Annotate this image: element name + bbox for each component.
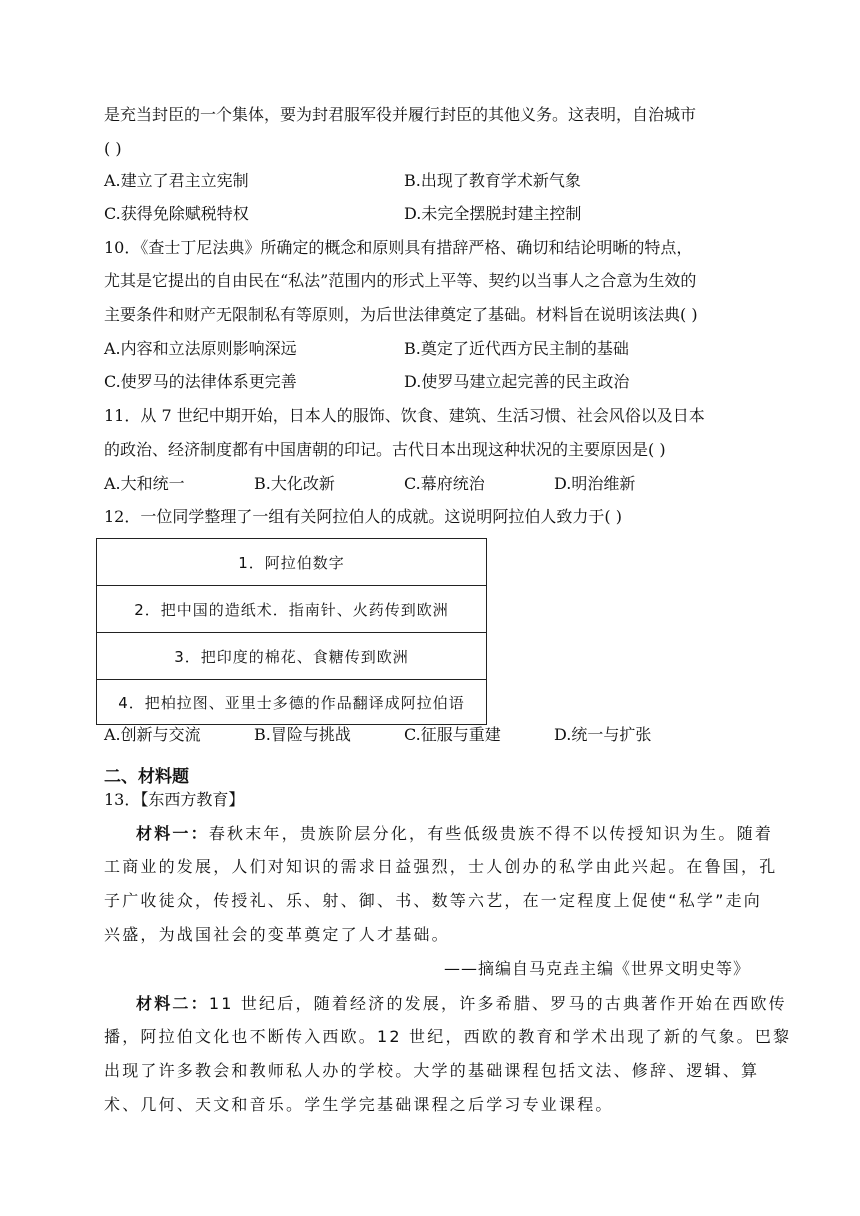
table-row bbox=[97, 633, 486, 680]
material-two-line1 bbox=[136, 994, 787, 1014]
q11-stem-line2: 的政治、经济制度都有中国唐朝的印记。古代日本出现这种状况的主要原因是( ) bbox=[104, 440, 666, 459]
q12-option-c: C.征服与重建 bbox=[404, 725, 501, 744]
material-two-text: 11 世纪后，随着经济的发展，许多希腊、罗马的古典著作开始在西欧传 bbox=[208, 994, 787, 1013]
material-two-label: 材料二： bbox=[136, 994, 209, 1013]
material-two-line2: 播，阿拉伯文化也不断传入西欧。12 世纪，西欧的教育和学术出现了新的气象。巴黎 bbox=[104, 1027, 792, 1046]
table-cell: 4．把柏拉图、亚里士多德的作品翻译成阿拉伯语 bbox=[118, 693, 465, 712]
q9-stem-line1: 是充当封臣的一个集体，要为封君服军役并履行封臣的其他义务。这表明，自治城市 bbox=[104, 105, 697, 124]
q11-option-c: C.幕府统治 bbox=[404, 474, 485, 493]
table-cell: 3．把印度的棉花、食糖传到欧洲 bbox=[174, 647, 409, 666]
q13-title: 13．【东西方教育】 bbox=[104, 790, 245, 809]
table-cell: 1．阿拉伯数字 bbox=[238, 553, 345, 572]
q10-stem-line1: 10．《查士丁尼法典》所确定的概念和原则具有措辞严格、确切和结论明晰的特点， bbox=[104, 238, 693, 257]
material-one-source: ——摘编自马克垚主编《世界文明史等》 bbox=[444, 959, 751, 978]
table-row bbox=[97, 680, 486, 724]
material-one-line4: 兴盛，为战国社会的变革奠定了人才基础。 bbox=[104, 925, 450, 944]
material-one-text: 春秋末年，贵族阶层分化，有些低级贵族不得不以传授知识为生。随着 bbox=[208, 824, 774, 843]
q9-stem-line2: ( ) bbox=[104, 139, 122, 158]
q10-option-a: A.内容和立法原则影响深远 bbox=[104, 339, 297, 358]
table-row bbox=[97, 586, 486, 633]
q11-stem-line1: 11．从 7 世纪中期开始，日本人的服饰、饮食、建筑、生活习惯、社会风俗以及日本 bbox=[104, 406, 705, 425]
q10-option-b: B.奠定了近代西方民主制的基础 bbox=[404, 339, 629, 358]
q10-stem-line3: 主要条件和财产无限制私有等原则，为后世法律奠定了基础。材料旨在说明该法典( ) bbox=[104, 305, 698, 324]
material-one-line2: 工商业的发展，人们对知识的需求日益强烈，士人创办的私学由此兴起。在鲁国，孔 bbox=[104, 857, 778, 876]
q9-option-b: B.出现了教育学术新气象 bbox=[404, 171, 581, 190]
q10-option-d: D.使罗马建立起完善的民主政治 bbox=[404, 372, 630, 391]
table-row bbox=[97, 539, 486, 586]
q11-option-b: B.大化改新 bbox=[254, 474, 335, 493]
q12-option-d: D.统一与扩张 bbox=[554, 725, 652, 744]
q12-achievements-table bbox=[96, 538, 487, 725]
material-one-line1 bbox=[136, 824, 773, 844]
material-two-line3: 出现了许多教会和教师私人办的学校。大学的基础课程包括文法、修辞、逻辑、算 bbox=[104, 1061, 760, 1080]
q10-stem-line2: 尤其是它提出的自由民在“私法”范围内的形式上平等、契约以当事人之合意为生效的 bbox=[104, 271, 697, 290]
material-one-label: 材料一： bbox=[136, 824, 209, 843]
q9-option-a: A.建立了君主立宪制 bbox=[104, 171, 249, 190]
q11-option-a: A.大和统一 bbox=[104, 474, 185, 493]
q12-option-a: A.创新与交流 bbox=[104, 725, 201, 744]
q12-stem-line1: 12．一位同学整理了一组有关阿拉伯人的成就。这说明阿拉伯人致力于( ) bbox=[104, 507, 622, 526]
q11-option-d: D.明治维新 bbox=[554, 474, 636, 493]
q9-option-d: D.未完全摆脱封建主控制 bbox=[404, 204, 582, 223]
material-two-line4: 术、几何、天文和音乐。学生学完基础课程之后学习专业课程。 bbox=[104, 1095, 614, 1114]
table-cell: 2．把中国的造纸术．指南针、火药传到欧洲 bbox=[134, 600, 449, 619]
section-heading: 二、材料题 bbox=[104, 767, 189, 787]
material-one-line3: 子广收徒众，传授礼、乐、射、御、书、数等六艺，在一定程度上促使“私学”走向 bbox=[104, 891, 762, 910]
q10-option-c: C.使罗马的法律体系更完善 bbox=[104, 372, 297, 391]
q9-option-c: C.获得免除赋税特权 bbox=[104, 204, 249, 223]
q12-option-b: B.冒险与挑战 bbox=[254, 725, 351, 744]
